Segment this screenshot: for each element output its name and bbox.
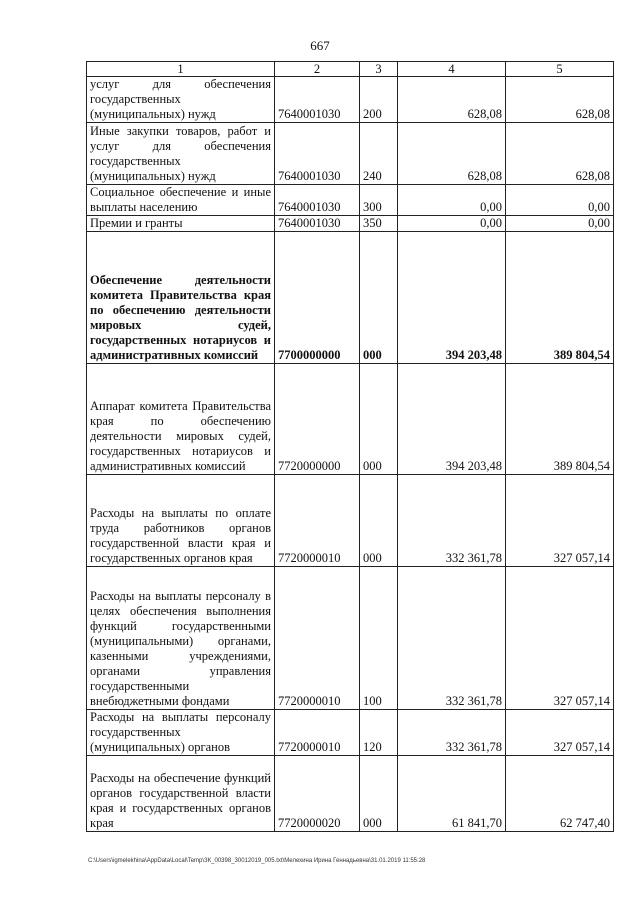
row-name-cell: Расходы на обеспечение функций органов государственной власти края и государственных органов края bbox=[87, 756, 275, 832]
row-type-cell: 000 bbox=[360, 232, 398, 364]
row-value-2-cell: 628,08 bbox=[506, 77, 614, 123]
table-row bbox=[87, 123, 614, 185]
row-name-cell: Расходы на выплаты персоналу в целях обеспечения выполнения функций государственными (муниципальными) органами, казенными учреждениями, органами управления государственными внебюджетными фондами bbox=[87, 567, 275, 710]
row-value-2-cell: 327 057,14 bbox=[506, 710, 614, 756]
row-value-1-cell: 394 203,48 bbox=[398, 364, 506, 475]
table-header-row bbox=[87, 62, 614, 77]
row-type-cell: 000 bbox=[360, 364, 398, 475]
row-type-cell: 000 bbox=[360, 475, 398, 567]
column-header-2: 2 bbox=[275, 62, 360, 77]
row-value-1-cell: 628,08 bbox=[398, 77, 506, 123]
row-value-2-cell: 327 057,14 bbox=[506, 475, 614, 567]
row-type-cell: 100 bbox=[360, 567, 398, 710]
row-name-cell: Аппарат комитета Правительства края по обеспечению деятельности мировых судей, государственных нотариусов и административных комиссий bbox=[87, 364, 275, 475]
row-value-2-cell: 389 804,54 bbox=[506, 232, 614, 364]
row-type-cell: 200 bbox=[360, 77, 398, 123]
row-name-cell: Социальное обеспечение и иные выплаты населению bbox=[87, 185, 275, 216]
row-type-cell: 300 bbox=[360, 185, 398, 216]
row-value-1-cell: 332 361,78 bbox=[398, 567, 506, 710]
row-value-1-cell: 0,00 bbox=[398, 216, 506, 232]
row-code-cell: 7640001030 bbox=[275, 216, 360, 232]
row-name-cell: Расходы на выплаты персоналу государственных (муниципальных) органов bbox=[87, 710, 275, 756]
row-value-2-cell: 0,00 bbox=[506, 216, 614, 232]
row-name-cell: Иные закупки товаров, работ и услуг для обеспечения государственных (муниципальных) нужд bbox=[87, 123, 275, 185]
row-code-cell: 7720000020 bbox=[275, 756, 360, 832]
budget-table bbox=[86, 61, 614, 832]
table-row bbox=[87, 475, 614, 567]
row-code-cell: 7640001030 bbox=[275, 185, 360, 216]
row-value-1-cell: 628,08 bbox=[398, 123, 506, 185]
table-row bbox=[87, 364, 614, 475]
row-code-cell: 7700000000 bbox=[275, 232, 360, 364]
row-code-cell: 7720000010 bbox=[275, 475, 360, 567]
row-value-1-cell: 332 361,78 bbox=[398, 710, 506, 756]
row-value-2-cell: 327 057,14 bbox=[506, 567, 614, 710]
page-number: 667 bbox=[310, 38, 330, 53]
row-type-cell: 120 bbox=[360, 710, 398, 756]
row-name-cell: Премии и гранты bbox=[87, 216, 275, 232]
column-header-5: 5 bbox=[506, 62, 614, 77]
row-code-cell: 7640001030 bbox=[275, 77, 360, 123]
row-value-1-cell: 332 361,78 bbox=[398, 475, 506, 567]
table-row bbox=[87, 232, 614, 364]
table-row bbox=[87, 567, 614, 710]
row-name-cell: Обеспечение деятельности комитета Правительства края по обеспечению деятельности мировых судей, государственных нотариусов и административных комиссий bbox=[87, 232, 275, 364]
row-name-cell: Расходы на выплаты по оплате труда работников органов государственной власти края и государственных органов края bbox=[87, 475, 275, 567]
row-name-cell: услуг для обеспечения государственных (муниципальных) нужд bbox=[87, 77, 275, 123]
table-row bbox=[87, 185, 614, 216]
table-row bbox=[87, 710, 614, 756]
row-type-cell: 240 bbox=[360, 123, 398, 185]
column-header-3: 3 bbox=[360, 62, 398, 77]
row-code-cell: 7720000000 bbox=[275, 364, 360, 475]
row-value-2-cell: 389 804,54 bbox=[506, 364, 614, 475]
row-type-cell: 350 bbox=[360, 216, 398, 232]
row-code-cell: 7720000010 bbox=[275, 710, 360, 756]
column-header-1: 1 bbox=[87, 62, 275, 77]
row-value-1-cell: 394 203,48 bbox=[398, 232, 506, 364]
row-value-2-cell: 62 747,40 bbox=[506, 756, 614, 832]
file-path-footer: C:\Users\igmelekhina\AppData\Local\Temp\ЗК_00398_30012019_005.txt\Мелехина Ирина Геннадьевна\31.01.2019 11:55:28 bbox=[88, 858, 426, 864]
row-value-1-cell: 61 841,70 bbox=[398, 756, 506, 832]
table-row bbox=[87, 77, 614, 123]
row-value-1-cell: 0,00 bbox=[398, 185, 506, 216]
row-type-cell: 000 bbox=[360, 756, 398, 832]
row-code-cell: 7640001030 bbox=[275, 123, 360, 185]
table-row bbox=[87, 216, 614, 232]
row-code-cell: 7720000010 bbox=[275, 567, 360, 710]
row-value-2-cell: 628,08 bbox=[506, 123, 614, 185]
table-row bbox=[87, 756, 614, 832]
column-header-4: 4 bbox=[398, 62, 506, 77]
row-value-2-cell: 0,00 bbox=[506, 185, 614, 216]
